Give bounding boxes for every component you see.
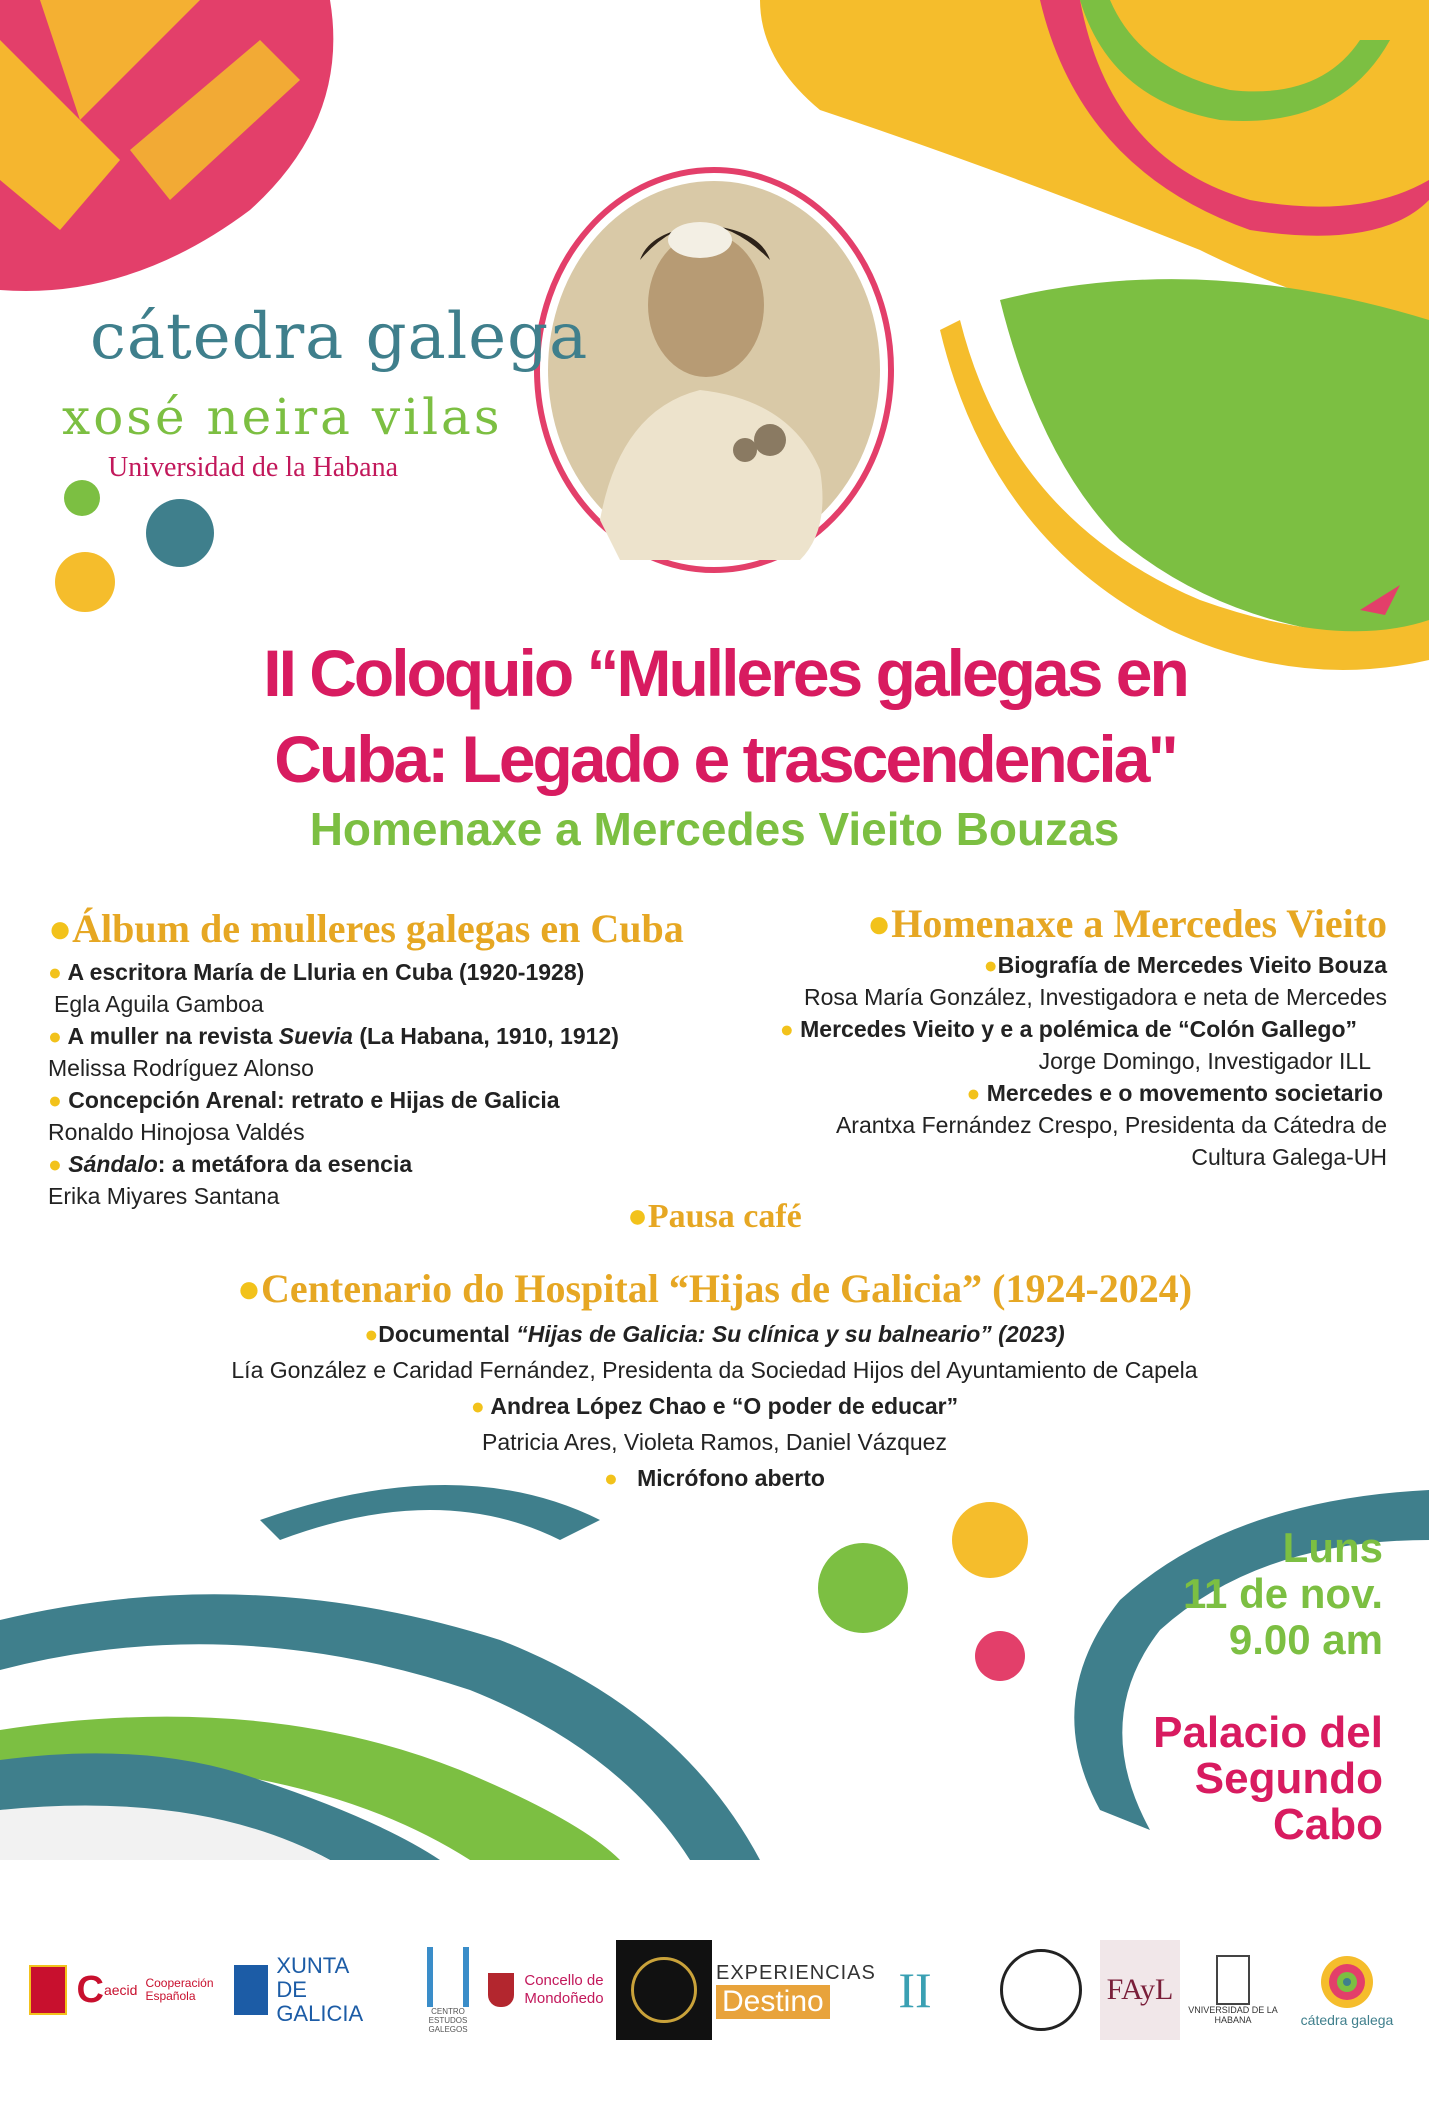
speaker: Rosa María González, Investigadora e neta de Mercedes xyxy=(804,984,1387,1010)
left-section-heading: ●Álbum de mulleres galegas en Cuba xyxy=(48,906,684,951)
event-venue: Palacio del Segundo Cabo xyxy=(1153,1708,1383,1849)
centenary-heading: ●Centenario do Hospital “Hijas de Galicia” (1924-2024) xyxy=(236,1266,1193,1311)
green-dot xyxy=(64,480,100,516)
yellow-dot xyxy=(55,552,115,612)
event-subtitle: Homenaxe a Mercedes Vieito Bouzas xyxy=(309,803,1120,855)
bullet-icon: ● xyxy=(236,1266,262,1311)
program-item: ● Sándalo: a metáfora da esencia xyxy=(48,1151,413,1177)
aecid-logo: C aecid Cooperación Española xyxy=(12,1940,232,2040)
program-item: ● Andrea López Chao e “O poder de educar” xyxy=(470,1393,959,1419)
program-item: ● Mercedes Vieito y e a polémica de “Colón Gallego” xyxy=(779,1016,1357,1042)
bullet-icon: ● xyxy=(470,1393,491,1419)
bullet-icon: ● xyxy=(983,952,998,978)
bullet-icon: ● xyxy=(966,1080,987,1106)
yellow-dot-bottom xyxy=(952,1502,1028,1578)
event-title-line2: Cuba: Legado e trascendencia" xyxy=(274,722,1176,796)
fayl-logo: FAyL xyxy=(1100,1940,1180,2040)
program-item: ●Biografía de Mercedes Vieito Bouza xyxy=(983,952,1387,978)
coffee-break: ●Pausa café xyxy=(627,1198,802,1235)
bullet-icon: ● xyxy=(48,1151,69,1177)
organizer-name: cátedra galega xyxy=(90,300,589,374)
xunta-logo: XUNTA DE GALICIA xyxy=(234,1940,394,2040)
program-item: ● A escritora María de Lluria en Cuba (1920-1928) xyxy=(48,959,585,985)
speaker: Ronaldo Hinojosa Valdés xyxy=(48,1119,305,1145)
centenary-section xyxy=(0,1265,1429,1496)
speaker: Lía González e Caridad Fernández, Presidenta da Sociedad Hijos del Ayuntamiento de Capela xyxy=(231,1357,1198,1383)
seal-icon xyxy=(1000,1949,1082,2031)
right-section-heading: ●Homenaxe a Mercedes Vieito xyxy=(867,901,1387,946)
sponsor-logos xyxy=(0,1940,1429,2050)
bullet-icon: ● xyxy=(364,1321,379,1347)
bullet-icon: ● xyxy=(604,1465,638,1491)
right-program xyxy=(707,900,1387,1173)
event-day: Luns xyxy=(1282,1524,1383,1571)
experiencias-destino-logo: EXPERIENCIAS Destino xyxy=(716,1961,876,2018)
alma-mater-icon xyxy=(1216,1955,1250,2005)
left-program xyxy=(48,905,768,1212)
ceg-logo: CENTRO ESTUDOS GALEGOS xyxy=(418,1940,478,2040)
speaker: Cultura Galega-UH xyxy=(1191,1144,1387,1170)
organizer-university: Universidad de la Habana xyxy=(108,452,398,483)
speaker: Erika Miyares Santana xyxy=(48,1183,280,1209)
speaker: Jorge Domingo, Investigador ILL xyxy=(1038,1048,1371,1074)
aecid-c-icon: C xyxy=(76,1968,104,2011)
coloquio-logo: II xyxy=(898,1962,932,2018)
building-icon xyxy=(427,1947,469,2007)
program-item: ● Micrófono aberto xyxy=(604,1465,825,1491)
historians-seal-logo xyxy=(996,1940,1086,2040)
uh-logo: VNIVERSIDAD DE LA HABANA xyxy=(1188,1940,1278,2040)
right-green-shape xyxy=(1000,279,1429,640)
bullet-icon: ● xyxy=(48,906,73,951)
speaker: Patricia Ares, Violeta Ramos, Daniel Vázquez xyxy=(482,1429,947,1455)
mondonedo-logo: Concello de Mondoñedo xyxy=(476,1940,616,2040)
event-date-value: 11 de nov. xyxy=(1183,1570,1383,1617)
catedra-swirl-icon xyxy=(1312,1952,1382,2012)
catedra-galega-logo: cátedra galega xyxy=(1282,1940,1412,2040)
xunta-flag-icon xyxy=(234,1965,268,2015)
speaker: Egla Aguila Gamboa xyxy=(54,991,264,1017)
bullet-icon: ● xyxy=(779,1016,801,1042)
event-time: 9.00 am xyxy=(1228,1616,1383,1663)
bullet-icon: ● xyxy=(48,1087,69,1113)
event-title xyxy=(150,630,1300,802)
black-emblem-logo xyxy=(616,1940,712,2040)
bullet-icon: ● xyxy=(627,1198,648,1235)
green-dot-bottom xyxy=(818,1543,908,1633)
bullet-icon: ● xyxy=(867,901,892,946)
pink-dot-bottom xyxy=(975,1631,1025,1681)
program-item: ● Concepción Arenal: retrato e Hijas de Galicia xyxy=(48,1087,560,1113)
teal-dot xyxy=(146,499,214,567)
spain-shield-icon xyxy=(29,1965,67,2015)
event-date xyxy=(1183,1525,1383,1663)
program-item: ●Documental “Hijas de Galicia: Su clínica y su balneario” (2023) xyxy=(364,1321,1065,1347)
coat-of-arms-icon xyxy=(488,1973,514,2007)
program-item: ● A muller na revista Suevia (La Habana, 1910, 1912) xyxy=(48,1023,619,1049)
speaker: Melissa Rodríguez Alonso xyxy=(48,1055,314,1081)
bullet-icon: ● xyxy=(48,959,68,985)
program-item: ● Mercedes e o movemento societario xyxy=(966,1080,1383,1106)
emblem-icon xyxy=(631,1957,697,2023)
organizer-subtitle: xosé neira vilas xyxy=(62,388,503,446)
bullet-icon: ● xyxy=(48,1023,68,1049)
event-title-line1: II Coloquio “Mulleres galegas en xyxy=(263,636,1187,710)
speaker: Arantxa Fernández Crespo, Presidenta da Cátedra de xyxy=(835,1112,1387,1138)
